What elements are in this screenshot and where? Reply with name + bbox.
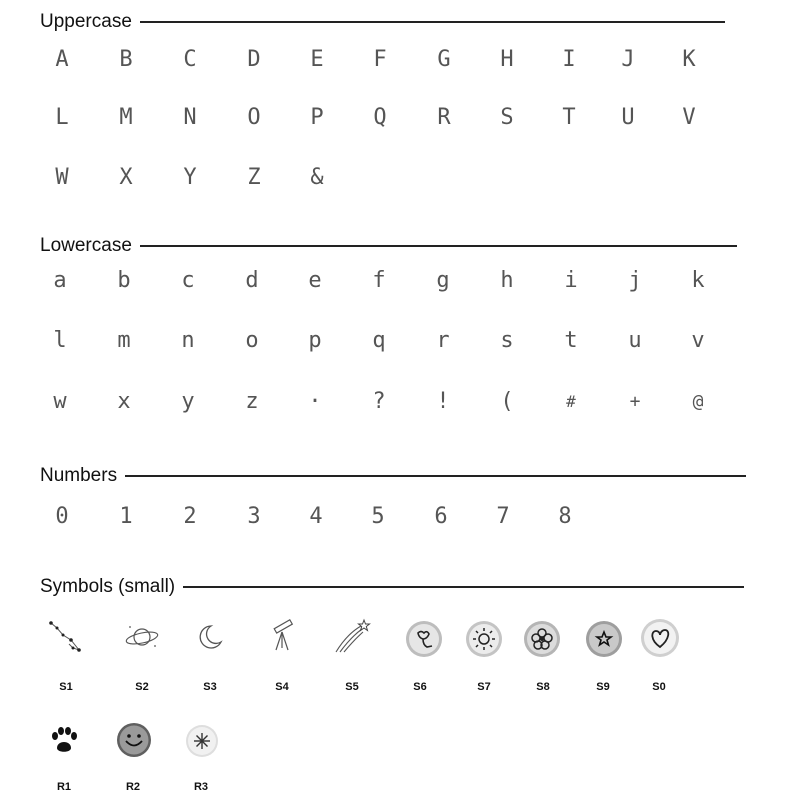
symbol-code: S7	[477, 681, 491, 693]
glyph: R	[437, 105, 451, 130]
section-title: Uppercase	[40, 11, 132, 32]
glyph: d	[245, 268, 259, 293]
symbol-code: S5	[345, 681, 359, 693]
glyph: h	[500, 268, 514, 293]
glyph: I	[562, 47, 576, 72]
sun-icon	[465, 620, 503, 658]
glyph: Y	[183, 165, 197, 190]
symbol-code: S6	[413, 681, 427, 693]
glyph: z	[245, 389, 259, 414]
glyph: m	[117, 328, 131, 353]
glyph: n	[181, 328, 195, 353]
glyph: q	[372, 328, 386, 353]
glyph: o	[245, 328, 259, 353]
glyph: 6	[434, 504, 448, 529]
section-divider	[183, 586, 744, 588]
glyph: O	[247, 105, 261, 130]
planet-icon	[124, 622, 160, 652]
glyph: !	[436, 389, 450, 414]
glyph: (	[500, 389, 514, 414]
glyph: ?	[372, 389, 386, 414]
glyph: N	[183, 105, 197, 130]
glyph: ·	[308, 389, 322, 414]
glyph: W	[55, 165, 69, 190]
glyph: &	[310, 165, 324, 190]
glyph: L	[55, 105, 69, 130]
glyph: 4	[309, 504, 323, 529]
glyph: B	[119, 47, 133, 72]
glyph: 2	[183, 504, 197, 529]
glyph: 1	[119, 504, 133, 529]
glyph: v	[691, 328, 705, 353]
symbol-code: R2	[125, 781, 141, 793]
flower-icon	[523, 620, 561, 658]
glyph: S	[500, 105, 514, 130]
glyph: s	[500, 328, 514, 353]
star-icon	[585, 620, 623, 658]
glyph: C	[183, 47, 197, 72]
glyph: 7	[496, 504, 510, 529]
glyph: j	[628, 268, 642, 293]
glyph: a	[53, 268, 67, 293]
glyph: T	[562, 105, 576, 130]
glyph: V	[682, 105, 696, 130]
shooting-star-icon	[333, 618, 371, 654]
glyph: U	[621, 105, 635, 130]
section-divider	[140, 245, 737, 247]
symbol-code: S1	[59, 681, 73, 693]
glyph: x	[117, 389, 131, 414]
glyph: 8	[558, 504, 572, 529]
moon-icon	[195, 622, 225, 652]
glyph: y	[181, 389, 195, 414]
paw-icon	[49, 726, 79, 756]
glyph: 3	[247, 504, 261, 529]
glyph: f	[372, 268, 386, 293]
symbol-code: S4	[275, 681, 289, 693]
numbers-heading	[40, 464, 746, 488]
glyph: D	[247, 47, 261, 72]
symbol-code: S0	[652, 681, 666, 693]
glyph: H	[500, 47, 514, 72]
symbol-code: S8	[536, 681, 550, 693]
glyph: 5	[371, 504, 385, 529]
glyph: t	[564, 328, 578, 353]
glyph: 0	[55, 504, 69, 529]
glyph: E	[310, 47, 324, 72]
glyph: i	[564, 268, 578, 293]
glyph: Z	[247, 165, 261, 190]
glyph: P	[310, 105, 324, 130]
heart-icon	[640, 618, 680, 658]
symbol-code: S3	[203, 681, 217, 693]
smiley-icon	[116, 722, 152, 758]
glyph: X	[119, 165, 133, 190]
section-title: Lowercase	[40, 235, 132, 256]
glyph: +	[629, 391, 641, 412]
uppercase-heading	[40, 10, 725, 34]
glyph: g	[436, 268, 450, 293]
glyph: K	[682, 47, 696, 72]
section-divider	[140, 21, 725, 23]
glyph: A	[55, 47, 69, 72]
glyph: u	[628, 328, 642, 353]
flower-stem-icon	[405, 620, 443, 658]
glyph: l	[53, 328, 67, 353]
glyph: k	[691, 268, 705, 293]
symbol-code: R3	[193, 781, 209, 793]
sparkle-icon	[185, 724, 219, 758]
glyph: G	[437, 47, 451, 72]
glyph: w	[53, 389, 67, 414]
symbol-code: S2	[135, 681, 149, 693]
symbol-code: S9	[596, 681, 610, 693]
symbols-heading	[40, 575, 744, 599]
glyph: c	[181, 268, 195, 293]
glyph: J	[621, 47, 635, 72]
glyph: @	[692, 391, 704, 412]
glyph: #	[566, 392, 576, 411]
glyph: Q	[373, 105, 387, 130]
lowercase-heading	[40, 234, 737, 258]
glyph: r	[436, 328, 450, 353]
section-title: Numbers	[40, 465, 118, 486]
glyph: b	[117, 268, 131, 293]
glyph: e	[308, 268, 322, 293]
telescope-icon	[266, 618, 298, 654]
section-title: Symbols (small)	[40, 576, 176, 597]
section-divider	[125, 475, 746, 477]
symbol-code: R1	[56, 781, 72, 793]
glyph: F	[373, 47, 387, 72]
glyph: p	[308, 328, 322, 353]
glyph: M	[119, 105, 133, 130]
constellation-icon	[47, 618, 85, 654]
